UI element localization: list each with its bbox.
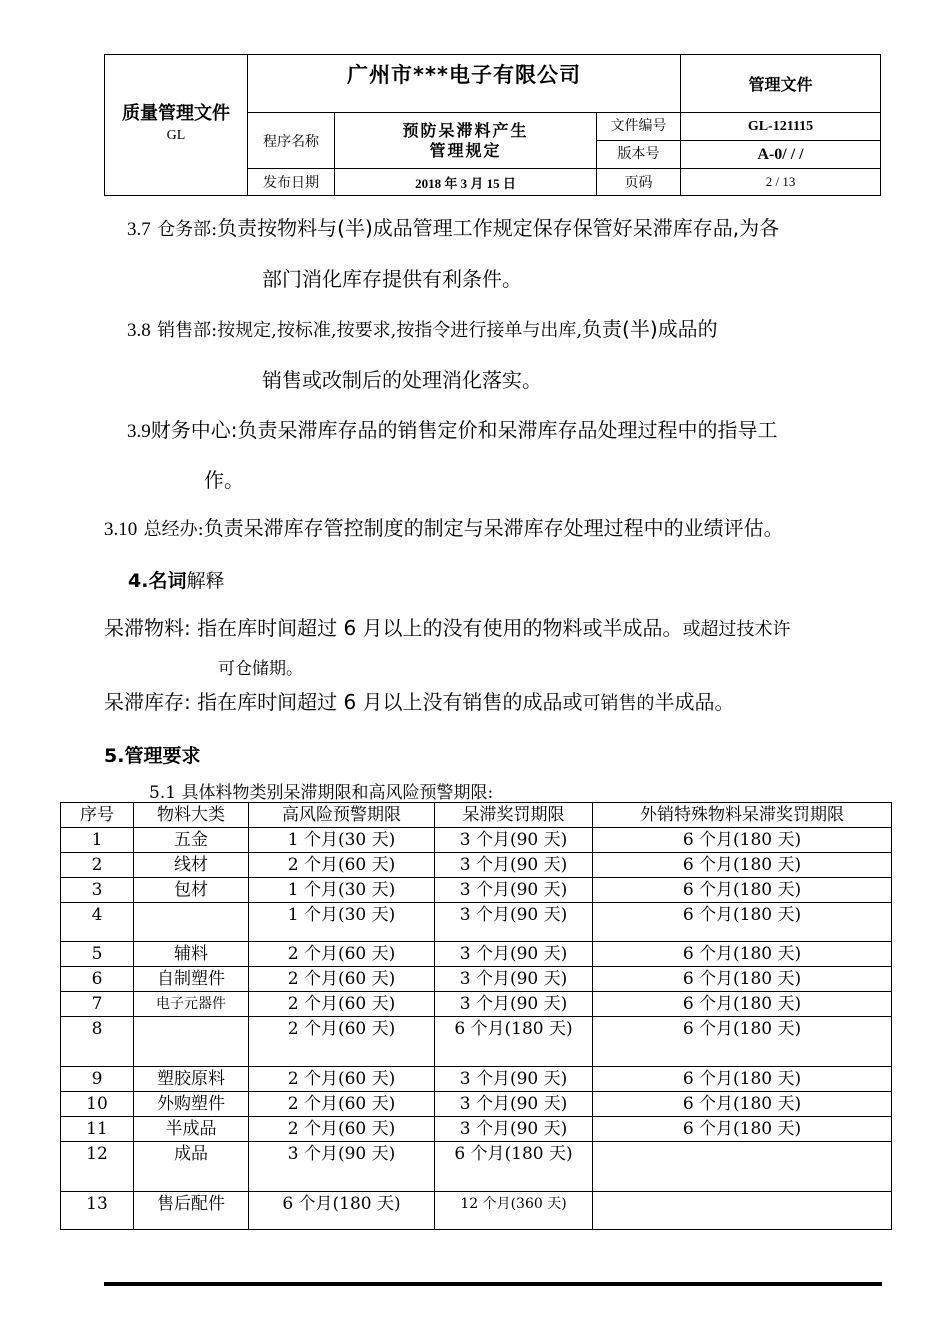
cell-export: 6 个月(180 天)	[593, 828, 892, 853]
cell-export: 6 个月(180 天)	[593, 1092, 892, 1117]
section-number: 3.7	[127, 219, 151, 240]
cell-penalty: 3 个月(90 天)	[435, 1067, 593, 1092]
col-header-export: 外销特殊物料呆滞奖罚期限	[593, 803, 892, 828]
cell-no: 11	[61, 1117, 134, 1142]
definition-label: 呆滞库存:	[104, 690, 191, 714]
cell-penalty: 3 个月(90 天)	[435, 878, 593, 903]
cell-export	[593, 1142, 892, 1192]
definition-2	[104, 688, 735, 718]
cell-penalty: 12 个月(360 天)	[435, 1192, 593, 1230]
definition-mid: 可销售的	[582, 693, 655, 714]
cell-category: 线材	[134, 853, 249, 878]
definition-tail: 或超过技术许	[682, 619, 791, 640]
section-5-1: 5.1 具体料物类别呆滞期限和高风险预警期限:	[149, 783, 494, 803]
cell-category: 五金	[134, 828, 249, 853]
cell-warning: 2 个月(60 天)	[249, 853, 435, 878]
cell-export: 6 个月(180 天)	[593, 903, 892, 942]
proc-label: 程序名称	[248, 113, 335, 169]
cell-no: 7	[61, 992, 134, 1017]
proc-name-cell	[335, 113, 597, 169]
section-lead: 总经办:	[143, 519, 204, 540]
page-label: 页码	[597, 169, 681, 196]
cell-warning: 2 个月(60 天)	[249, 967, 435, 992]
file-no-label: 文件编号	[597, 113, 680, 141]
cell-penalty: 6 个月(180 天)	[435, 1142, 593, 1192]
cell-no: 2	[61, 853, 134, 878]
cell-export: 6 个月(180 天)	[593, 1117, 892, 1142]
definition-1-cont: 可仓储期。	[218, 659, 303, 679]
cell-penalty: 3 个月(90 天)	[435, 828, 593, 853]
table-row	[61, 1067, 892, 1092]
cell-export	[593, 1192, 892, 1230]
section-text: 负责按物料与(半)成品管理工作规定保存保管好呆滞库存品,为各	[217, 216, 780, 240]
heading-4	[128, 566, 224, 593]
cell-category: 自制塑件	[134, 967, 249, 992]
section-3-7-cont: 部门消化库存提供有利条件。	[262, 267, 522, 291]
section-lead: 仓务部:	[157, 219, 218, 240]
cell-category: 电子元器件	[134, 992, 249, 1017]
cell-category	[134, 1017, 249, 1067]
table-row	[61, 878, 892, 903]
cell-penalty: 6 个月(180 天)	[435, 1017, 593, 1067]
cell-warning: 1 个月(30 天)	[249, 903, 435, 942]
table-row	[61, 1117, 892, 1142]
publish-date: 2018 年 3 月 15 日	[335, 169, 597, 196]
heading-4-label: 4.名词	[128, 570, 187, 592]
cell-no: 4	[61, 903, 134, 942]
cell-export: 6 个月(180 天)	[593, 1017, 892, 1067]
cell-warning: 2 个月(60 天)	[249, 1117, 435, 1142]
section-3-9-cont: 作。	[204, 468, 244, 492]
cell-no: 10	[61, 1092, 134, 1117]
header-table	[104, 54, 881, 196]
cell-penalty: 3 个月(90 天)	[435, 992, 593, 1017]
cell-category: 包材	[134, 878, 249, 903]
table-row	[61, 1017, 892, 1067]
cell-penalty: 3 个月(90 天)	[435, 967, 593, 992]
table-row	[61, 942, 892, 967]
col-header-no: 序号	[61, 803, 134, 828]
definition-label: 呆滞物料:	[104, 616, 191, 640]
cell-export: 6 个月(180 天)	[593, 967, 892, 992]
mgmt-label: 管理文件	[681, 55, 881, 113]
cell-export: 6 个月(180 天)	[593, 853, 892, 878]
cell-no: 13	[61, 1192, 134, 1230]
proc-name-line1: 预防呆滞料产生	[402, 120, 529, 140]
col-header-category: 物料大类	[134, 803, 249, 828]
company-name: 广州市***电子有限公司	[248, 55, 681, 113]
cell-category: 外购塑件	[134, 1092, 249, 1117]
cell-warning: 2 个月(60 天)	[249, 1017, 435, 1067]
cell-category	[134, 903, 249, 942]
cell-category: 成品	[134, 1142, 249, 1192]
section-text: 财务中心:负责呆滞库存品的销售定价和呆滞库存品处理过程中的指导工	[150, 418, 778, 442]
section-3-8-cont: 销售或改制后的处理消化落实。	[262, 368, 542, 392]
file-version-values	[681, 113, 881, 169]
table-row	[61, 828, 892, 853]
table-row	[61, 1192, 892, 1230]
cell-category: 辅料	[134, 942, 249, 967]
page-number: 2 / 13	[681, 169, 881, 196]
doc-type-cell	[105, 55, 248, 196]
table-row	[61, 967, 892, 992]
doc-type: 质量管理文件	[122, 103, 230, 124]
file-version-labels	[597, 113, 681, 169]
table-row	[61, 853, 892, 878]
section-3-8	[127, 315, 718, 345]
cell-no: 12	[61, 1142, 134, 1192]
cell-warning: 2 个月(60 天)	[249, 1092, 435, 1117]
table-row	[61, 1142, 892, 1192]
cell-export: 6 个月(180 天)	[593, 992, 892, 1017]
section-lead: 销售部:按规定,按标准,按要求,按指令进行接单与出库,	[157, 320, 583, 341]
table-row	[61, 903, 892, 942]
version-label: 版本号	[617, 146, 660, 162]
col-header-penalty: 呆滞奖罚期限	[435, 803, 593, 828]
file-no: GL-121115	[681, 113, 880, 141]
cell-export: 6 个月(180 天)	[593, 1067, 892, 1092]
heading-5: 5.管理要求	[104, 745, 201, 767]
section-text: 负责(半)成品的	[582, 317, 718, 341]
table-row	[61, 992, 892, 1017]
cell-no: 5	[61, 942, 134, 967]
cell-warning: 2 个月(60 天)	[249, 942, 435, 967]
proc-name-line2: 管理规定	[429, 140, 502, 160]
cell-warning: 2 个月(60 天)	[249, 1067, 435, 1092]
section-text: 负责呆滞库存管控制度的制定与呆滞库存处理过程中的业绩评估。	[203, 516, 784, 540]
cell-category: 半成品	[134, 1117, 249, 1142]
cell-penalty: 3 个月(90 天)	[435, 903, 593, 942]
cell-no: 3	[61, 878, 134, 903]
cell-warning: 2 个月(60 天)	[249, 992, 435, 1017]
table-header-row	[61, 803, 892, 828]
section-number: 3.9	[127, 421, 151, 442]
definition-text: 指在库时间超过 6 月以上没有销售的成品或	[197, 690, 583, 714]
doc-code: GL	[166, 128, 186, 143]
cell-export: 6 个月(180 天)	[593, 942, 892, 967]
version: A-0/ / /	[757, 146, 804, 163]
stagnant-period-table	[60, 802, 892, 1230]
cell-category: 塑胶原料	[134, 1067, 249, 1092]
cell-category: 售后配件	[134, 1192, 249, 1230]
cell-no: 6	[61, 967, 134, 992]
section-3-10	[104, 514, 784, 544]
col-header-warning: 高风险预警期限	[249, 803, 435, 828]
cell-no: 8	[61, 1017, 134, 1067]
cell-penalty: 3 个月(90 天)	[435, 1092, 593, 1117]
section-number: 3.10	[104, 519, 138, 540]
date-label: 发布日期	[248, 169, 335, 196]
cell-penalty: 3 个月(90 天)	[435, 942, 593, 967]
heading-4-tail: 解释	[186, 570, 225, 592]
footer-rule	[104, 1282, 882, 1286]
cell-warning: 6 个月(180 天)	[249, 1192, 435, 1230]
table-row	[61, 1092, 892, 1117]
cell-export: 6 个月(180 天)	[593, 878, 892, 903]
section-3-7	[127, 214, 779, 244]
cell-warning: 3 个月(90 天)	[249, 1142, 435, 1192]
cell-penalty: 3 个月(90 天)	[435, 1117, 593, 1142]
cell-no: 9	[61, 1067, 134, 1092]
definition-text: 指在库时间超过 6 月以上的没有使用的物料或半成品。	[197, 616, 683, 640]
cell-warning: 1 个月(30 天)	[249, 828, 435, 853]
cell-warning: 1 个月(30 天)	[249, 878, 435, 903]
section-3-9	[127, 416, 778, 446]
definition-1	[104, 614, 791, 644]
section-number: 3.8	[127, 320, 151, 341]
cell-no: 1	[61, 828, 134, 853]
definition-tail: 半成品。	[654, 690, 735, 714]
cell-penalty: 3 个月(90 天)	[435, 853, 593, 878]
